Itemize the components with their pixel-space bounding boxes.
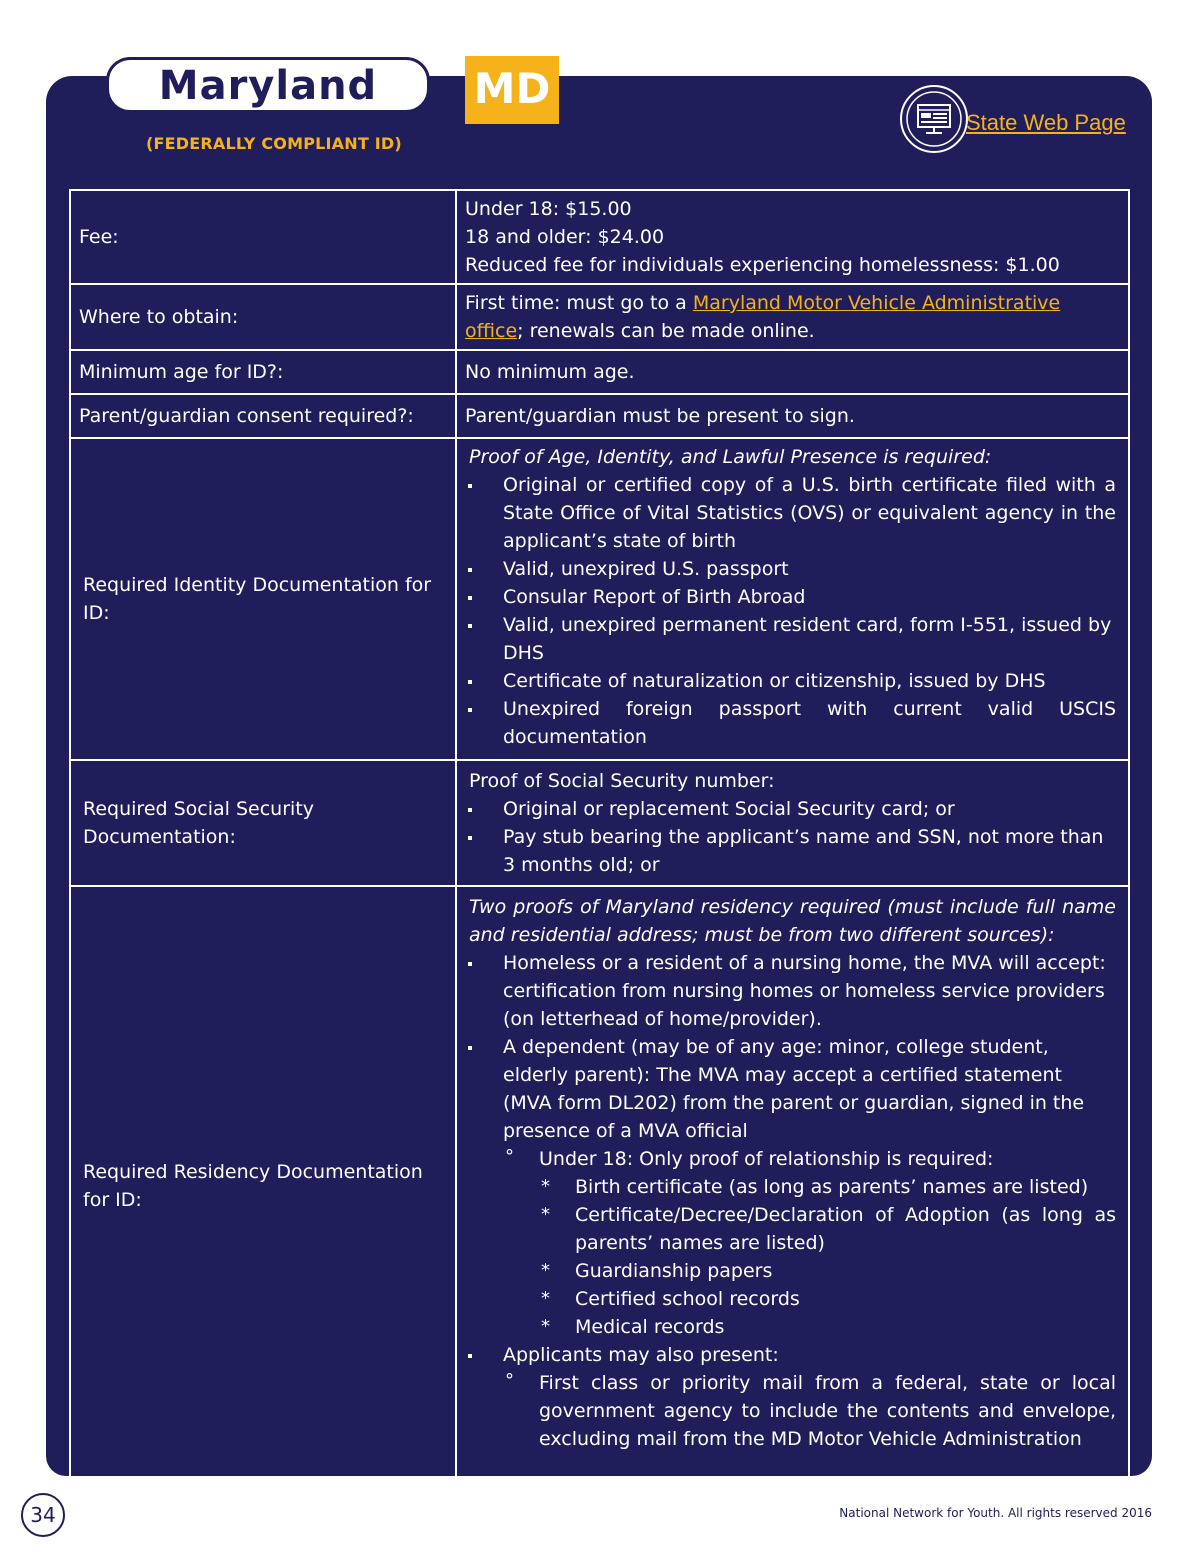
list-item: Certificate of naturalization or citizenship, issued by DHS (465, 667, 1116, 695)
residency-label: Required Residency Documentation for ID: (70, 886, 456, 1486)
list-item: Homeless or a resident of a nursing home, the MVA will accept: certification from nursing homes or homeless service providers (on letterhead of home/provider). (465, 949, 1116, 1033)
id-requirements-table (69, 189, 1130, 1487)
list-item: * Guardianship papers (539, 1257, 1116, 1285)
where-value (456, 284, 1129, 350)
fee-line: Under 18: $15.00 (465, 198, 632, 220)
table-row (70, 190, 1129, 284)
list-item: * Certificate/Decree/Declaration of Adoption (as long as parents’ names are listed) (539, 1201, 1116, 1257)
under-18-text: Under 18: Only proof of relationship is required: (539, 1148, 994, 1170)
consent-label: Parent/guardian consent required?: (70, 394, 456, 438)
consent-value: Parent/guardian must be present to sign. (456, 394, 1129, 438)
fee-label: Fee: (70, 190, 456, 284)
list-item: Original or certified copy of a U.S. birth certificate filed with a State Office of Vital Statistics (OVS) or equivalent agency in the applicant’s state of birth (465, 471, 1116, 555)
table-row (70, 350, 1129, 394)
ssn-list (465, 795, 1116, 879)
sublist-item (503, 1145, 1116, 1341)
min-age-label: Minimum age for ID?: (70, 350, 456, 394)
web-page-icon[interactable] (899, 84, 969, 154)
fee-line: 18 and older: $24.00 (465, 226, 665, 248)
list-item (465, 1341, 1116, 1453)
list-item: * Certified school records (539, 1285, 1116, 1313)
where-prefix: First time: must go to a (465, 292, 693, 314)
dependent-sublist (503, 1145, 1116, 1341)
residency-value (456, 886, 1129, 1486)
list-item: Consular Report of Birth Abroad (465, 583, 1116, 611)
table-row (70, 394, 1129, 438)
also-present-text: Applicants may also present: (503, 1344, 779, 1366)
table-row (70, 438, 1129, 760)
ssn-label: Required Social Security Documentation: (70, 760, 456, 886)
list-item (465, 1033, 1116, 1341)
where-label: Where to obtain: (70, 284, 456, 350)
fee-value (456, 190, 1129, 284)
fee-line: Reduced fee for individuals experiencing homelessness: $1.00 (465, 254, 1060, 276)
identity-value (456, 438, 1129, 760)
list-item: Unexpired foreign passport with current valid USCIS documentation (465, 695, 1116, 751)
id-type-subtitle: (FEDERALLY COMPLIANT ID) (146, 134, 402, 153)
state-name-label: Maryland (106, 57, 430, 113)
table-row (70, 284, 1129, 350)
identity-intro: Proof of Age, Identity, and Lawful Presence is required: (469, 446, 992, 468)
list-item: * Medical records (539, 1313, 1116, 1341)
copyright-footer: National Network for Youth. All rights reserved 2016 (839, 1506, 1152, 1520)
dependent-item-text: A dependent (may be of any age: minor, college student, elderly parent): The MVA may accept a certified statement (MVA form DL202) from the parent or guardian, signed in the presence of a MVA official (503, 1036, 1085, 1142)
under-18-list (539, 1173, 1116, 1341)
sublist-item: ° First class or priority mail from a federal, state or local government agency to include the contents and envelope, excluding mail from the MD Motor Vehicle Administration (503, 1369, 1116, 1453)
state-web-page-link[interactable]: State Web Page (966, 110, 1126, 135)
identity-label: Required Identity Documentation for ID: (70, 438, 456, 760)
ssn-intro: Proof of Social Security number: (469, 770, 775, 792)
state-abbr-badge: MD (465, 56, 559, 124)
where-suffix: ; renewals can be made online. (517, 320, 815, 342)
list-item: Pay stub bearing the applicant’s name and SSN, not more than 3 months old; or (465, 823, 1116, 879)
residency-intro: Two proofs of Maryland residency required (must include full name and residential address; must be from two different sources): (469, 896, 1116, 946)
list-item: Valid, unexpired permanent resident card, form I-551, issued by DHS (465, 611, 1116, 667)
residency-list (465, 949, 1116, 1453)
table-row (70, 886, 1129, 1486)
mva-office-link[interactable]: Maryland Motor Vehicle Administrative office (465, 292, 1061, 342)
ssn-value (456, 760, 1129, 886)
page-number: 34 (21, 1493, 65, 1537)
min-age-value: No minimum age. (456, 350, 1129, 394)
also-present-sublist (503, 1369, 1116, 1453)
identity-list (465, 471, 1116, 751)
list-item: Valid, unexpired U.S. passport (465, 555, 1116, 583)
list-item: Original or replacement Social Security card; or (465, 795, 1116, 823)
table-row (70, 760, 1129, 886)
list-item: * Birth certificate (as long as parents’ names are listed) (539, 1173, 1116, 1201)
